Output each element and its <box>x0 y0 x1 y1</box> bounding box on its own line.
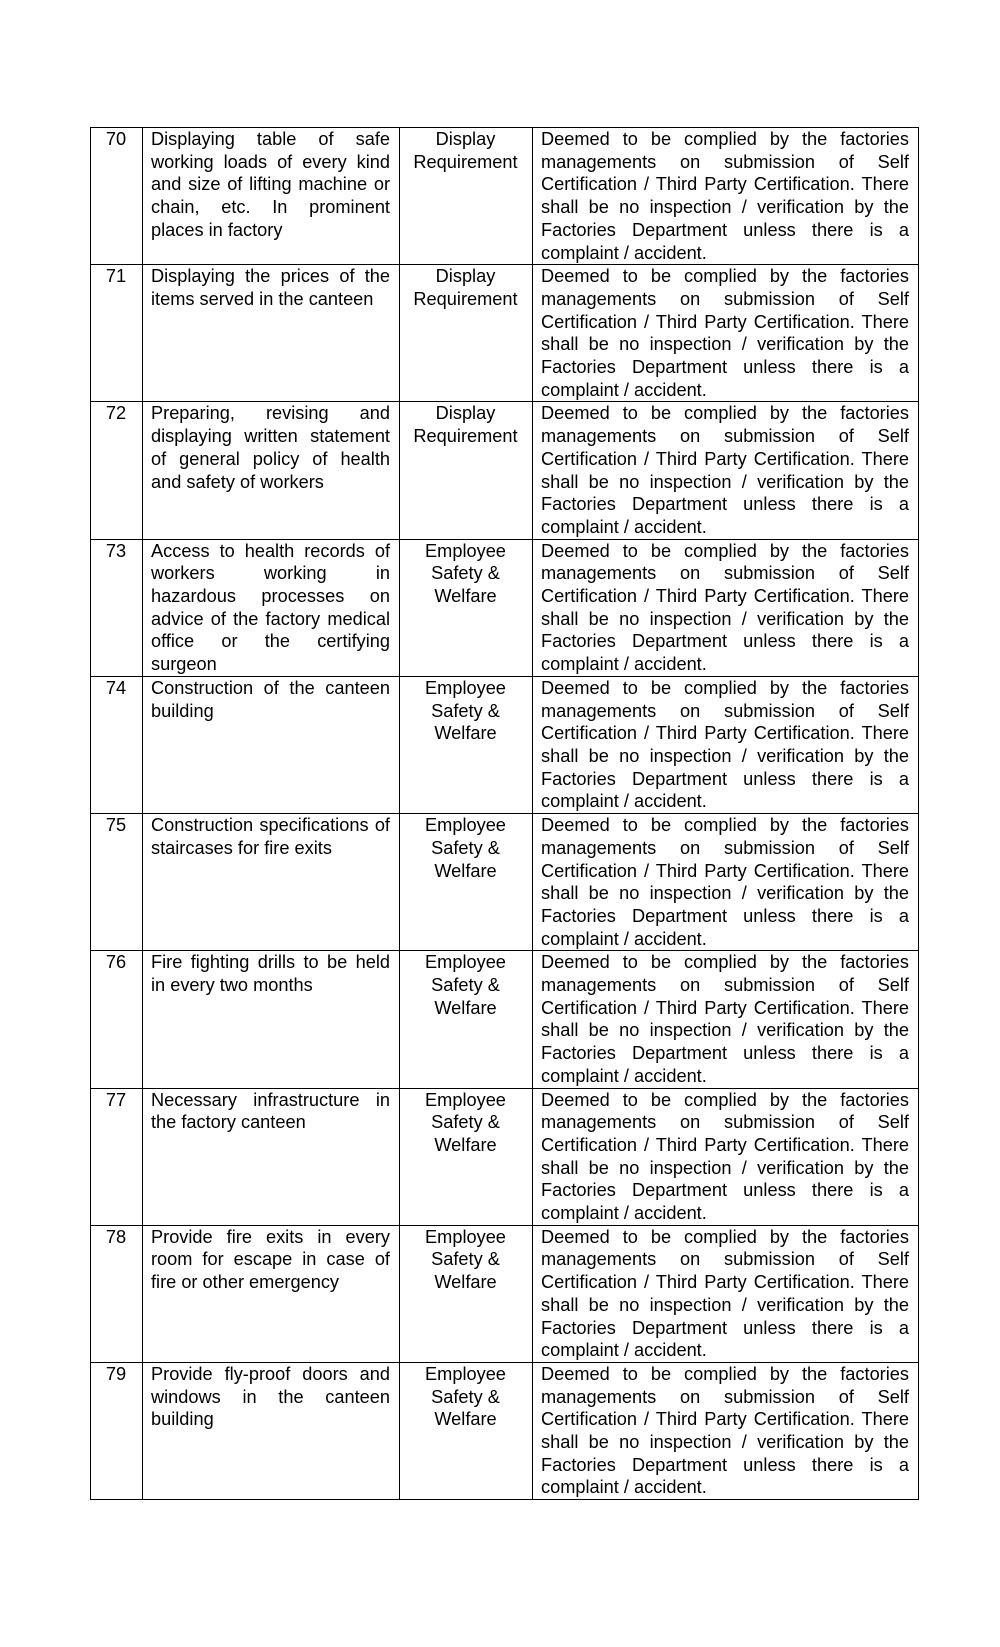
table-body <box>91 128 919 1500</box>
row-item: Displaying table of safe working loads of every kind and size of lifting machine or chain, etc. In prominent places in factory <box>143 128 400 265</box>
category-line: Safety & <box>431 837 500 858</box>
row-category <box>400 265 533 402</box>
row-description: Deemed to be complied by the factories managements on submission of Self Certification / Third Party Certification. There shall be no inspection / verification by the Factories Department unless there is a complaint / accident. <box>533 814 919 951</box>
category-line: Requirement <box>413 426 518 447</box>
category-line: Welfare <box>434 1409 497 1430</box>
row-category <box>400 814 533 951</box>
row-description: Deemed to be complied by the factories managements on submission of Self Certification / Third Party Certification. There shall be no inspection / verification by the Factories Department unless there is a complaint / accident. <box>533 676 919 813</box>
category-line: Employee <box>425 1226 506 1247</box>
row-category <box>400 1362 533 1499</box>
table-row <box>91 402 919 539</box>
table-row <box>91 951 919 1088</box>
category-line: Employee <box>425 540 506 561</box>
row-item: Provide fly-proof doors and windows in the canteen building <box>143 1362 400 1499</box>
row-description: Deemed to be complied by the factories managements on submission of Self Certification / Third Party Certification. There shall be no inspection / verification by the Factories Department unless there is a complaint / accident. <box>533 402 919 539</box>
row-category <box>400 402 533 539</box>
category-line: Welfare <box>434 1134 497 1155</box>
category-line: Safety & <box>431 1112 500 1133</box>
table-row <box>91 1225 919 1362</box>
category-line: Safety & <box>431 1386 500 1407</box>
category-line: Employee <box>425 677 506 698</box>
table-row <box>91 128 919 265</box>
category-line: Welfare <box>434 860 497 881</box>
row-item: Displaying the prices of the items served in the canteen <box>143 265 400 402</box>
row-number: 77 <box>91 1088 143 1225</box>
table-row <box>91 676 919 813</box>
row-number: 71 <box>91 265 143 402</box>
row-item: Fire fighting drills to be held in every two months <box>143 951 400 1088</box>
row-item: Construction of the canteen building <box>143 676 400 813</box>
row-number: 70 <box>91 128 143 265</box>
category-line: Safety & <box>431 700 500 721</box>
table-row <box>91 539 919 676</box>
row-description: Deemed to be complied by the factories managements on submission of Self Certification / Third Party Certification. There shall be no inspection / verification by the Factories Department unless there is a complaint / accident. <box>533 1225 919 1362</box>
category-line: Display <box>435 129 496 149</box>
row-number: 72 <box>91 402 143 539</box>
table-row <box>91 814 919 951</box>
row-number: 75 <box>91 814 143 951</box>
row-item: Construction specifications of staircases for fire exits <box>143 814 400 951</box>
category-line: Display <box>435 403 496 424</box>
row-category <box>400 128 533 265</box>
row-item: Access to health records of workers working in hazardous processes on advice of the factory medical office or the certifying surgeon <box>143 539 400 676</box>
row-category <box>400 951 533 1088</box>
row-description: Deemed to be complied by the factories managements on submission of Self Certification / Third Party Certification. There shall be no inspection / verification by the Factories Department unless there is a complaint / accident. <box>533 1088 919 1225</box>
row-category <box>400 1088 533 1225</box>
category-line: Employee <box>425 952 506 973</box>
row-number: 76 <box>91 951 143 1088</box>
category-line: Welfare <box>434 723 497 744</box>
table-row <box>91 1088 919 1225</box>
row-number: 74 <box>91 676 143 813</box>
row-description: Deemed to be complied by the factories managements on submission of Self Certification / Third Party Certification. There shall be no inspection / verification by the Factories Department unless there is a complaint / accident. <box>533 128 919 265</box>
row-item: Necessary infrastructure in the factory canteen <box>143 1088 400 1225</box>
row-description: Deemed to be complied by the factories managements on submission of Self Certification / Third Party Certification. There shall be no inspection / verification by the Factories Department unless there is a complaint / accident. <box>533 265 919 402</box>
category-line: Welfare <box>434 586 497 607</box>
row-item: Provide fire exits in every room for escape in case of fire or other emergency <box>143 1225 400 1362</box>
row-description: Deemed to be complied by the factories managements on submission of Self Certification / Third Party Certification. There shall be no inspection / verification by the Factories Department unless there is a complaint / accident. <box>533 1362 919 1499</box>
row-category <box>400 1225 533 1362</box>
row-item: Preparing, revising and displaying written statement of general policy of health and safety of workers <box>143 402 400 539</box>
category-line: Safety & <box>431 1249 500 1270</box>
category-line: Safety & <box>431 563 500 584</box>
category-line: Safety & <box>431 975 500 996</box>
category-line: Requirement <box>413 288 518 309</box>
row-number: 78 <box>91 1225 143 1362</box>
category-line: Display <box>435 266 496 287</box>
category-line: Employee <box>425 815 506 836</box>
row-description: Deemed to be complied by the factories managements on submission of Self Certification / Third Party Certification. There shall be no inspection / verification by the Factories Department unless there is a complaint / accident. <box>533 951 919 1088</box>
category-line: Welfare <box>434 997 497 1018</box>
compliance-table <box>90 127 919 1500</box>
table-row <box>91 1362 919 1499</box>
row-category <box>400 539 533 676</box>
table-row <box>91 265 919 402</box>
category-line: Employee <box>425 1089 506 1110</box>
row-description: Deemed to be complied by the factories managements on submission of Self Certification / Third Party Certification. There shall be no inspection / verification by the Factories Department unless there is a complaint / accident. <box>533 539 919 676</box>
category-line: Welfare <box>434 1272 497 1293</box>
category-line: Requirement <box>413 151 518 172</box>
category-line: Employee <box>425 1363 506 1384</box>
row-number: 73 <box>91 539 143 676</box>
row-number: 79 <box>91 1362 143 1499</box>
row-category <box>400 676 533 813</box>
